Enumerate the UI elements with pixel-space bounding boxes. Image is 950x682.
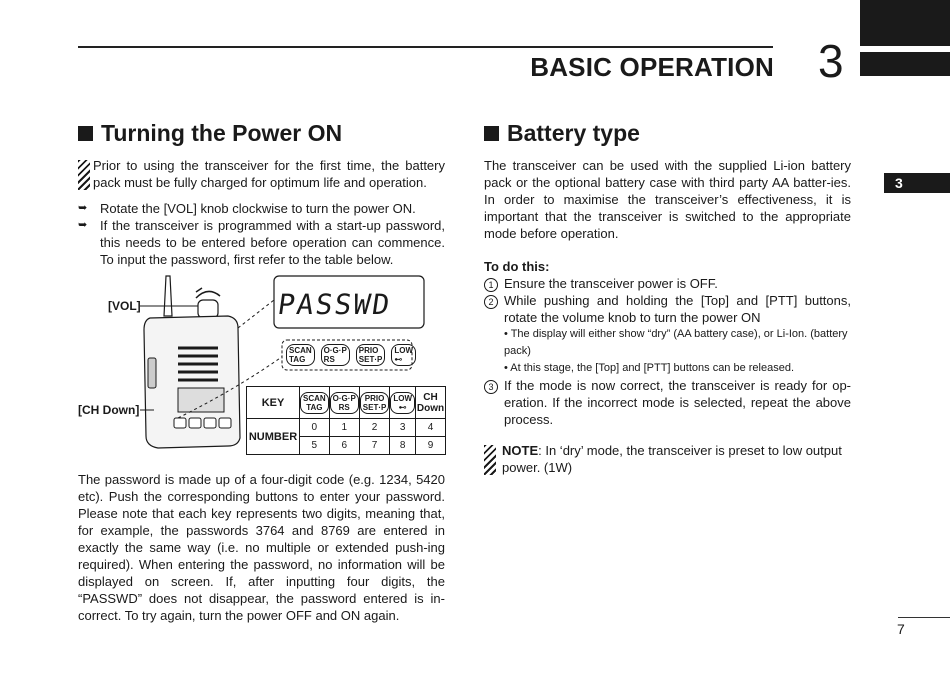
- todo-label: To do this:: [484, 259, 550, 274]
- table-header-key: KEY: [247, 387, 300, 419]
- sub-bullet: • The display will either show “dry” (AA battery case), or Li-Ion. (battery pack): [504, 328, 848, 357]
- arrow-bullet-icon: ➥: [78, 219, 88, 231]
- table-cell: 2: [359, 419, 390, 437]
- note-text: [502, 442, 852, 476]
- note-label: NOTE: [502, 443, 539, 458]
- square-bullet-icon: [78, 126, 93, 141]
- prio-setp-key-icon: PRIO SET·P: [356, 344, 386, 366]
- scan-tag-key-icon: SCAN TAG: [286, 344, 315, 366]
- section-heading-text: Battery type: [507, 120, 640, 146]
- table-cell: 5: [300, 437, 330, 455]
- lcd-display-text: PASSWD: [275, 288, 394, 321]
- sub-bullet: • At this stage, the [Top] and [PTT] buttons can be released.: [504, 362, 795, 374]
- page-number: 7: [897, 621, 905, 637]
- ch-down-label: [CH Down]: [78, 403, 140, 417]
- step-number-icon: 1: [484, 275, 504, 292]
- ogp-rs-key-icon: O·G·P RS: [321, 344, 350, 366]
- table-header-ch-down: CH Down: [416, 387, 446, 419]
- instruction-list: [78, 200, 445, 268]
- key-strip: [286, 344, 416, 366]
- low-key-icon: LOW ⊷: [391, 344, 416, 366]
- table-header-number: NUMBER: [247, 419, 300, 455]
- table-key-cell: O·G·P RS: [329, 387, 359, 419]
- table-cell: 3: [390, 419, 416, 437]
- sub-bullet-list: [484, 326, 851, 377]
- table-cell: 9: [416, 437, 446, 455]
- table-cell: 6: [329, 437, 359, 455]
- list-item: [484, 377, 851, 428]
- chapter-tab-block-lower: [860, 52, 950, 76]
- hatch-icon: [484, 445, 496, 475]
- table-cell: 4: [416, 419, 446, 437]
- arrow-bullet-icon: ➥: [78, 202, 88, 214]
- section-heading-power-on: [78, 120, 342, 147]
- note-body: : In ‘dry’ mode, the transceiver is preset to low output power. (1W): [502, 443, 842, 475]
- header-rule: [78, 46, 773, 48]
- list-item-text: Rotate the [VOL] knob clockwise to turn the power ON.: [100, 201, 416, 216]
- side-chapter-tab: 3: [884, 173, 950, 193]
- square-bullet-icon: [484, 126, 499, 141]
- list-item-text: If the transceiver is programmed with a start-up password, this needs to be entered before operation can commence. To input the password, first refer to the table below.: [100, 218, 445, 267]
- chapter-number: 3: [818, 35, 844, 87]
- steps-list: [484, 275, 851, 428]
- table-cell: 1: [329, 419, 359, 437]
- table-key-cell: LOW ⊷: [390, 387, 416, 419]
- table-key-cell: PRIO SET·P: [359, 387, 390, 419]
- intro-text: Prior to using the transceiver for the first time, the battery pack must be fully charged for optimum life and operation.: [93, 158, 445, 190]
- step-number-icon: 2: [484, 292, 504, 326]
- table-key-cell: SCAN TAG: [300, 387, 330, 419]
- vol-label: [VOL]: [108, 299, 141, 313]
- list-item: [484, 275, 851, 292]
- table-cell: 0: [300, 419, 330, 437]
- table-cell: 8: [390, 437, 416, 455]
- list-item: [484, 292, 851, 326]
- section-heading-battery-type: [484, 120, 640, 147]
- list-item: [78, 217, 445, 268]
- password-paragraph: The password is made up of a four-digit code (e.g. 1234, 5420 etc). Push the corresponding buttons to enter your password. Please note that each key represents two digits, meaning that, for example, the passwords 3764 and 8769 are entered in exactly the same way (i.e. no multiple or extended push-ing required). When entering the password, no information will be displayed on screen. If, after inputting four digits, the “PASSWD” does not disappear, the password entered is in-correct. To try again, turn the power OFF and ON again.: [78, 472, 445, 623]
- hatch-icon: [78, 160, 90, 190]
- chapter-tab-block: [860, 0, 950, 46]
- password-key-table: [246, 386, 446, 455]
- footer-rule: [898, 617, 950, 618]
- chapter-title: BASIC OPERATION: [530, 52, 774, 82]
- step-text: If the mode is now correct, the transceiver is ready for op-eration. If the incorrect mode is selected, repeat the above process.: [504, 378, 851, 427]
- step-text: While pushing and holding the [Top] and [PTT] buttons, rotate the volume knob to turn the power ON: [504, 293, 851, 325]
- section-heading-text: Turning the Power ON: [101, 120, 343, 146]
- step-number-icon: 3: [484, 377, 504, 428]
- list-item: [78, 200, 445, 217]
- step-text: Ensure the transceiver power is OFF.: [504, 276, 718, 291]
- battery-intro-text: The transceiver can be used with the supplied Li-ion battery pack or the optional battery case with third party AA batter-ies. In order to maximise the transceiver’s effectiveness, it is important that the transceiver is switched to the appropriate mode before operation.: [484, 158, 851, 241]
- table-cell: 7: [359, 437, 390, 455]
